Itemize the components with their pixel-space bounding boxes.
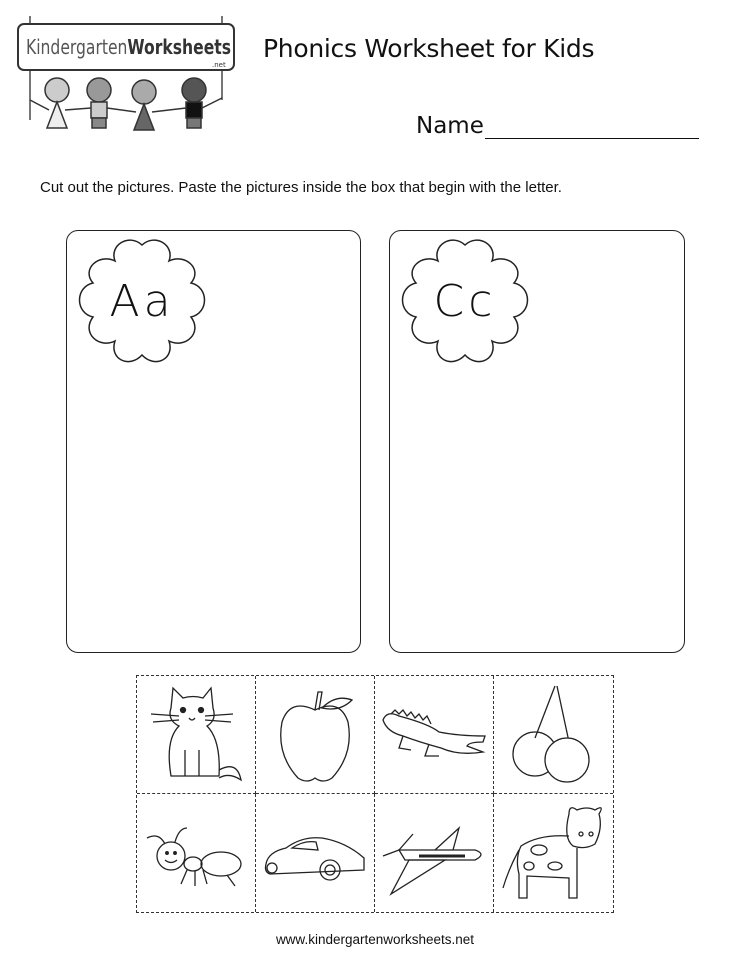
- name-label: Name: [416, 113, 484, 139]
- picture-card-apple[interactable]: [256, 676, 375, 794]
- picture-card-cat[interactable]: [137, 676, 256, 794]
- picture-card-cow[interactable]: [494, 794, 613, 912]
- footer-url: www.kindergartenworksheets.net: [275, 932, 475, 947]
- svg-text:KindergartenWorksheets: KindergartenWorksheets: [26, 35, 238, 59]
- letter-box-a[interactable]: [66, 230, 361, 653]
- picture-card-crocodile[interactable]: [375, 676, 494, 794]
- ant-icon: [141, 798, 251, 908]
- picture-card-cherries[interactable]: [494, 676, 613, 794]
- letter-box-c[interactable]: [389, 230, 685, 653]
- apple-icon: [260, 680, 370, 790]
- cherries-icon: [499, 680, 609, 790]
- page-title: Phonics Worksheet for Kids: [263, 34, 595, 63]
- name-blank-line[interactable]: [485, 114, 699, 139]
- picture-card-airplane[interactable]: [375, 794, 494, 912]
- car-icon: [260, 798, 370, 908]
- svg-text:.net: .net: [212, 61, 226, 69]
- letter-label: Cc: [433, 275, 497, 327]
- cat-icon: [141, 680, 251, 790]
- cutout-picture-grid: [136, 675, 614, 913]
- picture-card-car[interactable]: [256, 794, 375, 912]
- crocodile-icon: [379, 680, 489, 790]
- cow-icon: [499, 798, 609, 908]
- instructions: Cut out the pictures. Paste the pictures inside the box that begin with the letter.: [40, 179, 562, 196]
- picture-card-ant[interactable]: [137, 794, 256, 912]
- site-logo: [14, 10, 238, 140]
- airplane-icon: [379, 798, 489, 908]
- letter-label: Aa: [109, 275, 175, 327]
- name-field[interactable]: [416, 113, 699, 139]
